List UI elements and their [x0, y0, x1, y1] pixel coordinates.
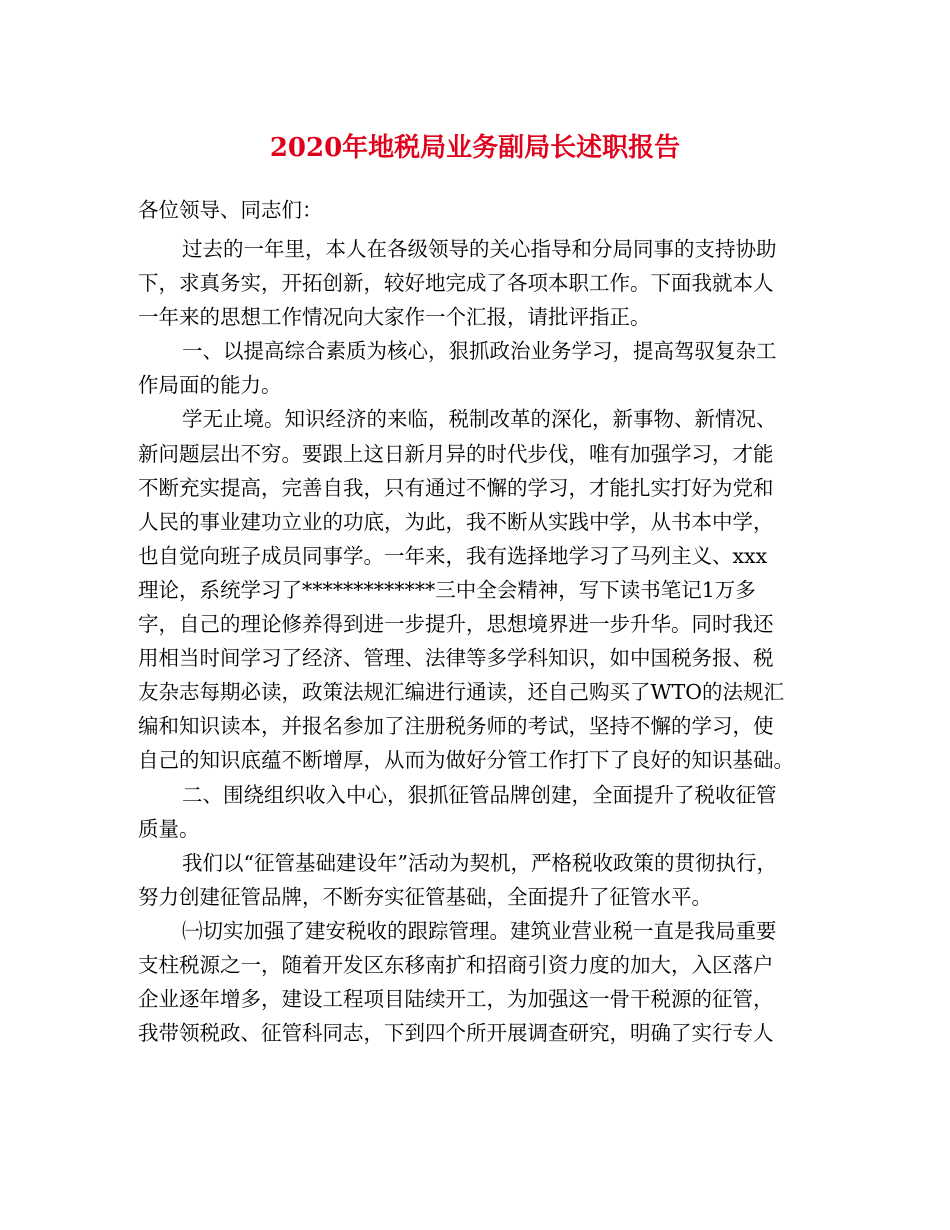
section-heading-line: 二、围绕组织收入中心，狠抓征管品牌创建，全面提升了税收征管: [182, 782, 777, 807]
text-line: 友杂志每期必读，政策法规汇编进行通读，还自己购买了WTO的法规汇: [138, 680, 785, 705]
document-body: [138, 188, 818, 1050]
section-heading-line: 作局面的能力。: [138, 373, 282, 398]
text-line: 我带领税政、征管科同志，下到四个所开展调查研究，明确了实行专人: [138, 1021, 774, 1046]
text-line: 支柱税源之一，随着开发区东移南扩和招商引资力度的加大，入区落户: [138, 952, 774, 977]
text-line: 一年来的思想工作情况向大家作一个汇报，请批评指正。: [138, 305, 651, 330]
text-line: 努力创建征管品牌，不断夯实征管基础，全面提升了征管水平。: [138, 884, 712, 909]
text-line: 自己的知识底蕴不断增厚，从而为做好分管工作打下了良好的知识基础。: [138, 748, 794, 773]
text-line: 企业逐年增多，建设工程项目陆续开工，为加强这一骨干税源的征管，: [138, 987, 774, 1012]
text-line: 字，自己的理论修养得到进一步提升，思想境界进一步升华。同时我还: [138, 612, 774, 637]
text-line: 过去的一年里，本人在各级领导的关心指导和分局同事的支持协助: [182, 237, 777, 261]
text-line: 下，求真务实，开拓创新，较好地完成了各项本职工作。下面我就本人: [138, 271, 774, 296]
text-line: 用相当时间学习了经济、管理、法律等多学科知识，如中国税务报、税: [138, 646, 774, 671]
text-line: 新问题层出不穷。要跟上这日新月异的时代步伐，唯有加强学习，才能: [138, 441, 774, 466]
text-line: 学无止境。知识经济的来临，税制改革的深化，新事物、新情况、: [182, 407, 777, 432]
text-line: 编和知识读本，并报名参加了注册税务师的考试，坚持不懈的学习，使: [138, 714, 774, 739]
section-heading-line: 一、以提高综合素质为核心，狠抓政治业务学习，提高驾驭复杂工: [182, 339, 777, 364]
section-heading-line: 质量。: [138, 816, 200, 841]
text-line: ㈠切实加强了建安税收的跟踪管理。建筑业营业税一直是我局重要: [182, 918, 777, 943]
greeting-line: 各位领导、同志们：: [138, 198, 323, 222]
text-line: 也自觉向班子成员同事学。一年来，我有选择地学习了马列主义、xxx: [138, 543, 768, 568]
text-line: 我们以“征管基础建设年”活动为契机，严格税收政策的贯彻执行，: [182, 850, 777, 875]
text-line: 人民的事业建功立业的功底，为此，我不断从实践中学，从书本中学，: [138, 509, 774, 534]
text-line: 不断充实提高，完善自我，只有通过不懈的学习，才能扎实打好为党和: [138, 475, 774, 500]
document-title: 2020年地税局业务副局长述职报告: [269, 133, 681, 163]
text-line: 理论，系统学习了*************三中全会精神，写下读书笔记1万多: [138, 577, 756, 602]
